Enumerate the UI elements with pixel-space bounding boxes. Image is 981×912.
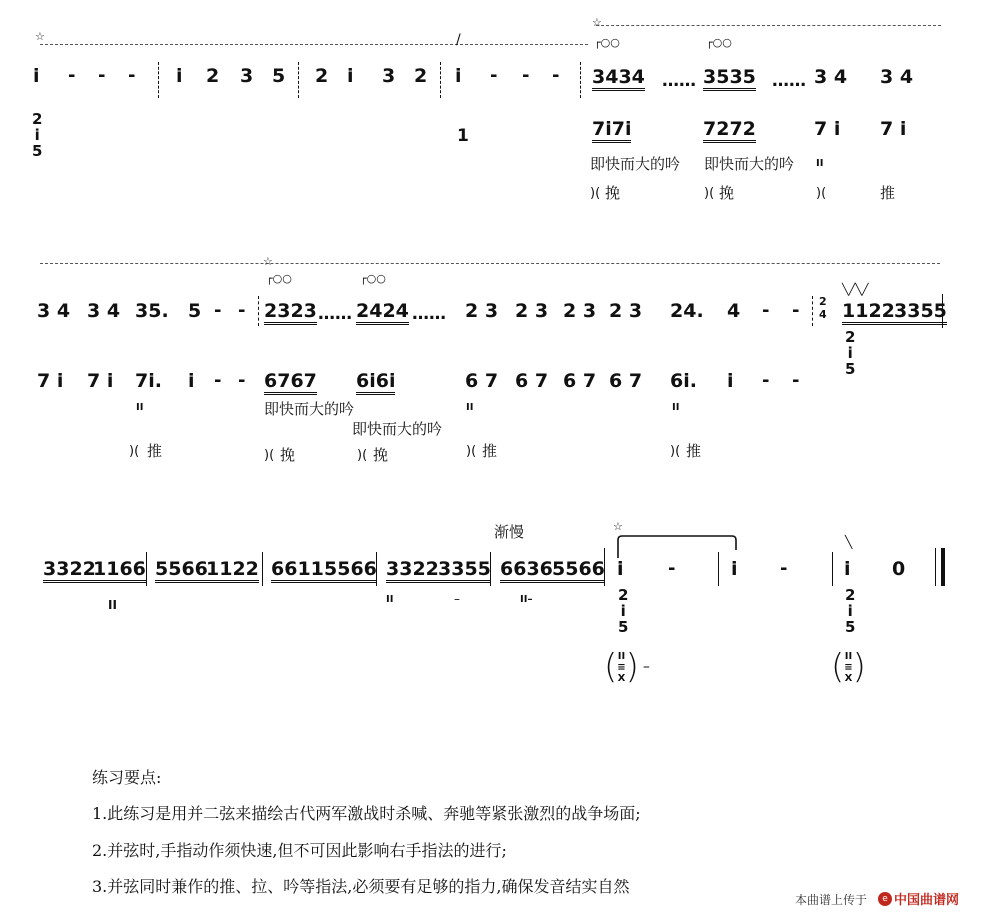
- mark-ii: II: [466, 402, 474, 413]
- note: 2: [414, 65, 428, 87]
- note-group: 2 3: [563, 300, 597, 322]
- dash: -: [238, 300, 246, 321]
- star-mark: ☆: [592, 16, 602, 29]
- dash: -: [238, 370, 246, 391]
- dash: -: [762, 370, 770, 391]
- note-group: 3355: [894, 302, 947, 325]
- note: 2: [315, 65, 329, 87]
- note-group: 3 4: [87, 300, 121, 322]
- note: i: [844, 558, 851, 580]
- technique-label: 推: [147, 442, 163, 460]
- time-signature: 2 4: [819, 295, 827, 321]
- mark-ii: II: [108, 598, 117, 612]
- note-group: 7i.: [135, 370, 162, 392]
- note: i: [731, 558, 738, 580]
- note: 5: [272, 65, 286, 87]
- mark-ii: II: [672, 402, 680, 413]
- chord-stack: 2 i 5: [32, 110, 43, 160]
- note-group: 35.: [135, 300, 169, 322]
- note-group: 6767: [264, 372, 317, 395]
- note-group: 2 3: [465, 300, 499, 322]
- notes-item: 2.并弦时,手指动作须快速,但不可因此影响右手指法的进行;: [92, 841, 507, 860]
- open-string-mark: ┌○○: [706, 36, 732, 49]
- accent-mark: ╲╱╲╱: [842, 283, 869, 296]
- note-group: 6 7: [563, 370, 597, 392]
- ellipsis: ……: [772, 71, 806, 91]
- note: 5: [188, 300, 202, 322]
- note: i: [176, 65, 183, 87]
- technique-mark: )(: [264, 448, 275, 463]
- chord-note: 1: [457, 126, 469, 146]
- technique-mark: )(: [670, 444, 681, 459]
- note: i: [727, 370, 734, 392]
- note-group: 1166: [93, 560, 146, 583]
- note-group: 6 7: [465, 370, 499, 392]
- upload-text: 本曲谱上传于: [792, 890, 870, 909]
- technique-label: 挽: [605, 184, 621, 202]
- ellipsis: ……: [318, 304, 352, 324]
- tempo-marking: 渐慢: [494, 523, 525, 541]
- note: i: [455, 65, 462, 87]
- note: i: [33, 65, 40, 87]
- open-string-mark: ┌○○: [266, 272, 292, 285]
- rest: 0: [892, 558, 906, 580]
- technique-mark: )(: [704, 186, 715, 201]
- technique-mark: )(: [129, 444, 140, 459]
- note-group: 5566: [155, 560, 208, 583]
- note: 2: [206, 65, 220, 87]
- chord-stack: 2 i 5: [618, 586, 629, 636]
- ellipsis: ……: [412, 304, 446, 324]
- lyric-annotation: 即快而大的吟: [264, 400, 355, 418]
- barline: [580, 62, 581, 98]
- lyric-annotation: 即快而大的吟: [590, 155, 681, 173]
- note-group: 3 4: [37, 300, 71, 322]
- barline: [490, 552, 491, 586]
- note-group: 2 3: [515, 300, 549, 322]
- barline: [604, 548, 605, 586]
- barline: [440, 62, 441, 98]
- technique-label: 挽: [373, 446, 389, 464]
- glissando-line: [40, 44, 588, 45]
- bracket-group: ( II ≡ X ) –: [604, 647, 650, 687]
- note-group: 7 i: [880, 118, 907, 140]
- star-mark: ☆: [35, 30, 45, 43]
- note-group: 6i.: [670, 370, 697, 392]
- note-group: 2424: [356, 302, 409, 325]
- barline: [146, 552, 147, 586]
- final-barline-thick: [941, 548, 945, 586]
- technique-label: 推: [880, 184, 896, 202]
- note-group: 7 i: [37, 370, 64, 392]
- note-group: 5566: [324, 560, 377, 583]
- logo-icon: e: [878, 892, 892, 906]
- glissando-line: [596, 25, 941, 26]
- note-group: 2323: [264, 302, 317, 325]
- dash: -: [128, 65, 136, 86]
- note-group: 6611: [271, 560, 324, 583]
- note-group: 6i6i: [356, 372, 395, 395]
- note-group: 3 4: [880, 66, 914, 88]
- lyric-annotation: 即快而大的吟: [704, 155, 795, 173]
- note-group: 7272: [703, 120, 756, 143]
- mark-ii: II: [816, 158, 824, 169]
- notes-heading: 练习要点:: [92, 768, 162, 787]
- bracket-group: ( II ≡ X ): [831, 647, 866, 687]
- notes-item: 3.并弦同时兼作的推、拉、吟等指法,必须要有足够的指力,确保发音结实自然: [92, 877, 630, 896]
- barline: [298, 62, 299, 98]
- barline: [718, 552, 719, 586]
- technique-mark: )(: [357, 448, 368, 463]
- note-group: 7i7i: [592, 120, 631, 143]
- technique-mark: )(: [590, 186, 601, 201]
- barline: [942, 294, 943, 328]
- star-mark: ☆: [263, 255, 273, 268]
- note-group: 6636: [500, 560, 553, 583]
- barline: [832, 552, 833, 586]
- note-group: 7 i: [87, 370, 114, 392]
- notes-item: 1.此练习是用并二弦来描绘古代两军激战时杀喊、奔驰等紧张激烈的战争场面;: [92, 804, 641, 823]
- lyric-annotation: 即快而大的吟: [352, 420, 443, 438]
- dash: -: [668, 558, 676, 579]
- mark-ii: II: [136, 402, 144, 413]
- note-group: 1122: [842, 302, 895, 325]
- barline: [158, 62, 159, 98]
- technique-label: 推: [482, 442, 498, 460]
- dash: -: [552, 65, 560, 86]
- note-group: 6 7: [609, 370, 643, 392]
- dash: -: [792, 300, 800, 321]
- technique-mark: )(: [466, 444, 477, 459]
- technique-label: 推: [686, 442, 702, 460]
- slur: [614, 532, 744, 562]
- note-group: 3355: [438, 560, 491, 583]
- open-string-mark: ┌○○: [360, 272, 386, 285]
- note: i: [617, 558, 624, 580]
- dash: -: [214, 370, 222, 391]
- barline: [376, 552, 377, 586]
- star-mark: ☆: [613, 520, 623, 533]
- site-name: 中国曲谱网: [894, 893, 960, 908]
- chord-stack: 2 i 5: [845, 328, 856, 378]
- note: i: [188, 370, 195, 392]
- chord-stack: 2 i 5: [845, 586, 856, 636]
- dash: –: [454, 592, 460, 606]
- technique-label: 挽: [719, 184, 735, 202]
- note-group: 2 3: [609, 300, 643, 322]
- mark-ii: II: [386, 594, 394, 605]
- accent-mark: /: [456, 32, 461, 48]
- note-group: 3322: [43, 560, 96, 583]
- barline: [262, 552, 263, 586]
- technique-mark: )(: [816, 186, 827, 201]
- note: 3: [382, 65, 396, 87]
- note: i: [347, 65, 354, 87]
- note: 3: [240, 65, 254, 87]
- barline: [258, 296, 259, 326]
- technique-label: 挽: [280, 446, 296, 464]
- note: 4: [727, 300, 741, 322]
- dash: -: [762, 300, 770, 321]
- dash: -: [214, 300, 222, 321]
- note-group: 24.: [670, 300, 704, 322]
- accent-mark: ╲: [845, 535, 853, 549]
- dash: -: [490, 65, 498, 86]
- final-barline: [935, 548, 936, 586]
- barline: [812, 296, 813, 326]
- note-group: 3 4: [814, 66, 848, 88]
- glissando-line: [40, 263, 940, 264]
- open-string-mark: ┌○○: [594, 36, 620, 49]
- dash: -: [68, 65, 76, 86]
- site-logo[interactable]: [876, 888, 961, 909]
- note-group: 3322: [386, 560, 439, 583]
- dash: -: [780, 558, 788, 579]
- note-group: 5566: [552, 560, 605, 583]
- note-group: 1122: [206, 560, 259, 583]
- dash: -: [792, 370, 800, 391]
- note-group: 7 i: [814, 118, 841, 140]
- note-group: 3434: [592, 68, 645, 91]
- dash: -: [522, 65, 530, 86]
- note-group: 6 7: [515, 370, 549, 392]
- ellipsis: ……: [662, 71, 696, 91]
- mark-ii-dash: II–: [520, 594, 533, 605]
- note-group: 3535: [703, 68, 756, 91]
- dash: -: [98, 65, 106, 86]
